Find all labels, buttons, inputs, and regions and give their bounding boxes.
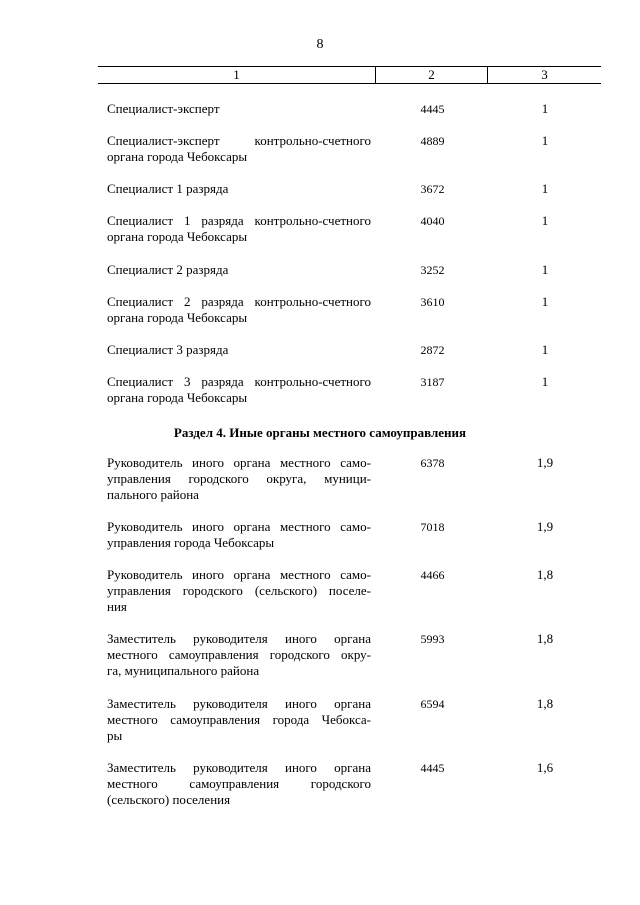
ratio-value: 1 (541, 294, 549, 309)
position-name (107, 519, 371, 551)
position-name (107, 133, 371, 165)
position-name (107, 455, 371, 503)
position-name-line: управления городского округа, муници- (107, 471, 371, 486)
position-name-line: Заместитель руководителя иного органа (107, 631, 371, 646)
ratio-value: 1 (541, 133, 549, 148)
column-header-2: 2 (376, 67, 488, 83)
position-name-line: Руководитель иного органа местного само- (107, 567, 371, 582)
ratio-value: 1,8 (536, 631, 554, 646)
position-name-line: пального района (107, 487, 199, 502)
salary-value: 4445 (420, 761, 445, 775)
page-number: 8 (316, 37, 324, 52)
section-title: Раздел 4. Иные органы местного самоуправления (173, 425, 467, 440)
position-name (107, 101, 371, 117)
ratio-value: 1 (541, 101, 549, 116)
position-name-line: га, муниципального района (107, 663, 260, 678)
position-name-line: ния (107, 599, 127, 614)
salary-value: 4889 (420, 134, 445, 148)
ratio-value: 1,8 (536, 696, 554, 711)
ratio-value: 1 (541, 374, 549, 389)
position-name-line: Специалист-эксперт контрольно-счетного (107, 133, 371, 148)
position-name-line: органа города Чебоксары (107, 390, 248, 405)
position-name-line: Руководитель иного органа местного само- (107, 455, 371, 470)
position-name-line: местного самоуправления города Чебокса- (107, 712, 371, 727)
position-name (107, 181, 371, 197)
position-name-line: Специалист-эксперт (107, 101, 220, 116)
position-name (107, 567, 371, 615)
position-name (107, 294, 371, 326)
ratio-value: 1,9 (536, 519, 554, 534)
ratio-value: 1 (541, 181, 549, 196)
position-name-line: местного самоуправления городского окру- (107, 647, 371, 662)
position-name-line: органа города Чебоксары (107, 229, 248, 244)
ratio-value: 1 (541, 262, 549, 277)
salary-value: 5993 (420, 632, 445, 646)
salary-value: 3187 (420, 375, 445, 389)
salary-value: 4445 (420, 102, 445, 116)
position-name-line: Заместитель руководителя иного органа (107, 696, 371, 711)
position-name-line: Специалист 1 разряда контрольно-счетного (107, 213, 371, 228)
salary-value: 3252 (420, 263, 445, 277)
ratio-value: 1,8 (536, 567, 554, 582)
position-name (107, 342, 371, 358)
position-name-line: Специалист 3 разряда контрольно-счетного (107, 374, 371, 389)
position-name (107, 213, 371, 245)
ratio-value: 1,9 (536, 455, 554, 470)
salary-value: 6594 (420, 697, 445, 711)
position-name-line: органа города Чебоксары (107, 149, 248, 164)
position-name-line: управления городского (сельского) поселе- (107, 583, 371, 598)
position-name-line: (сельского) поселения (107, 792, 231, 807)
position-name-line: ры (107, 728, 123, 743)
position-name-line: местного самоуправления городского (107, 776, 371, 791)
position-name-line: органа города Чебоксары (107, 310, 248, 325)
position-name (107, 374, 371, 406)
ratio-value: 1 (541, 342, 549, 357)
ratio-value: 1,6 (536, 760, 554, 775)
salary-value: 4466 (420, 568, 445, 582)
table-header (98, 66, 601, 84)
position-name-line: управления города Чебоксары (107, 535, 275, 550)
position-name (107, 262, 371, 278)
salary-value: 6378 (420, 456, 445, 470)
position-name (107, 760, 371, 808)
salary-value: 4040 (420, 214, 445, 228)
position-name-line: Специалист 1 разряда (107, 181, 229, 196)
position-name-line: Руководитель иного органа местного само- (107, 519, 371, 534)
salary-value: 3610 (420, 295, 445, 309)
ratio-value: 1 (541, 213, 549, 228)
salary-value: 7018 (420, 520, 445, 534)
position-name (107, 631, 371, 679)
position-name-line: Специалист 2 разряда (107, 262, 229, 277)
position-name-line: Специалист 2 разряда контрольно-счетного (107, 294, 371, 309)
salary-value: 2872 (420, 343, 445, 357)
position-name-line: Специалист 3 разряда (107, 342, 229, 357)
column-header-1: 1 (98, 67, 376, 83)
salary-value: 3672 (420, 182, 445, 196)
column-header-3: 3 (541, 67, 548, 82)
position-name-line: Заместитель руководителя иного органа (107, 760, 371, 775)
position-name (107, 696, 371, 744)
